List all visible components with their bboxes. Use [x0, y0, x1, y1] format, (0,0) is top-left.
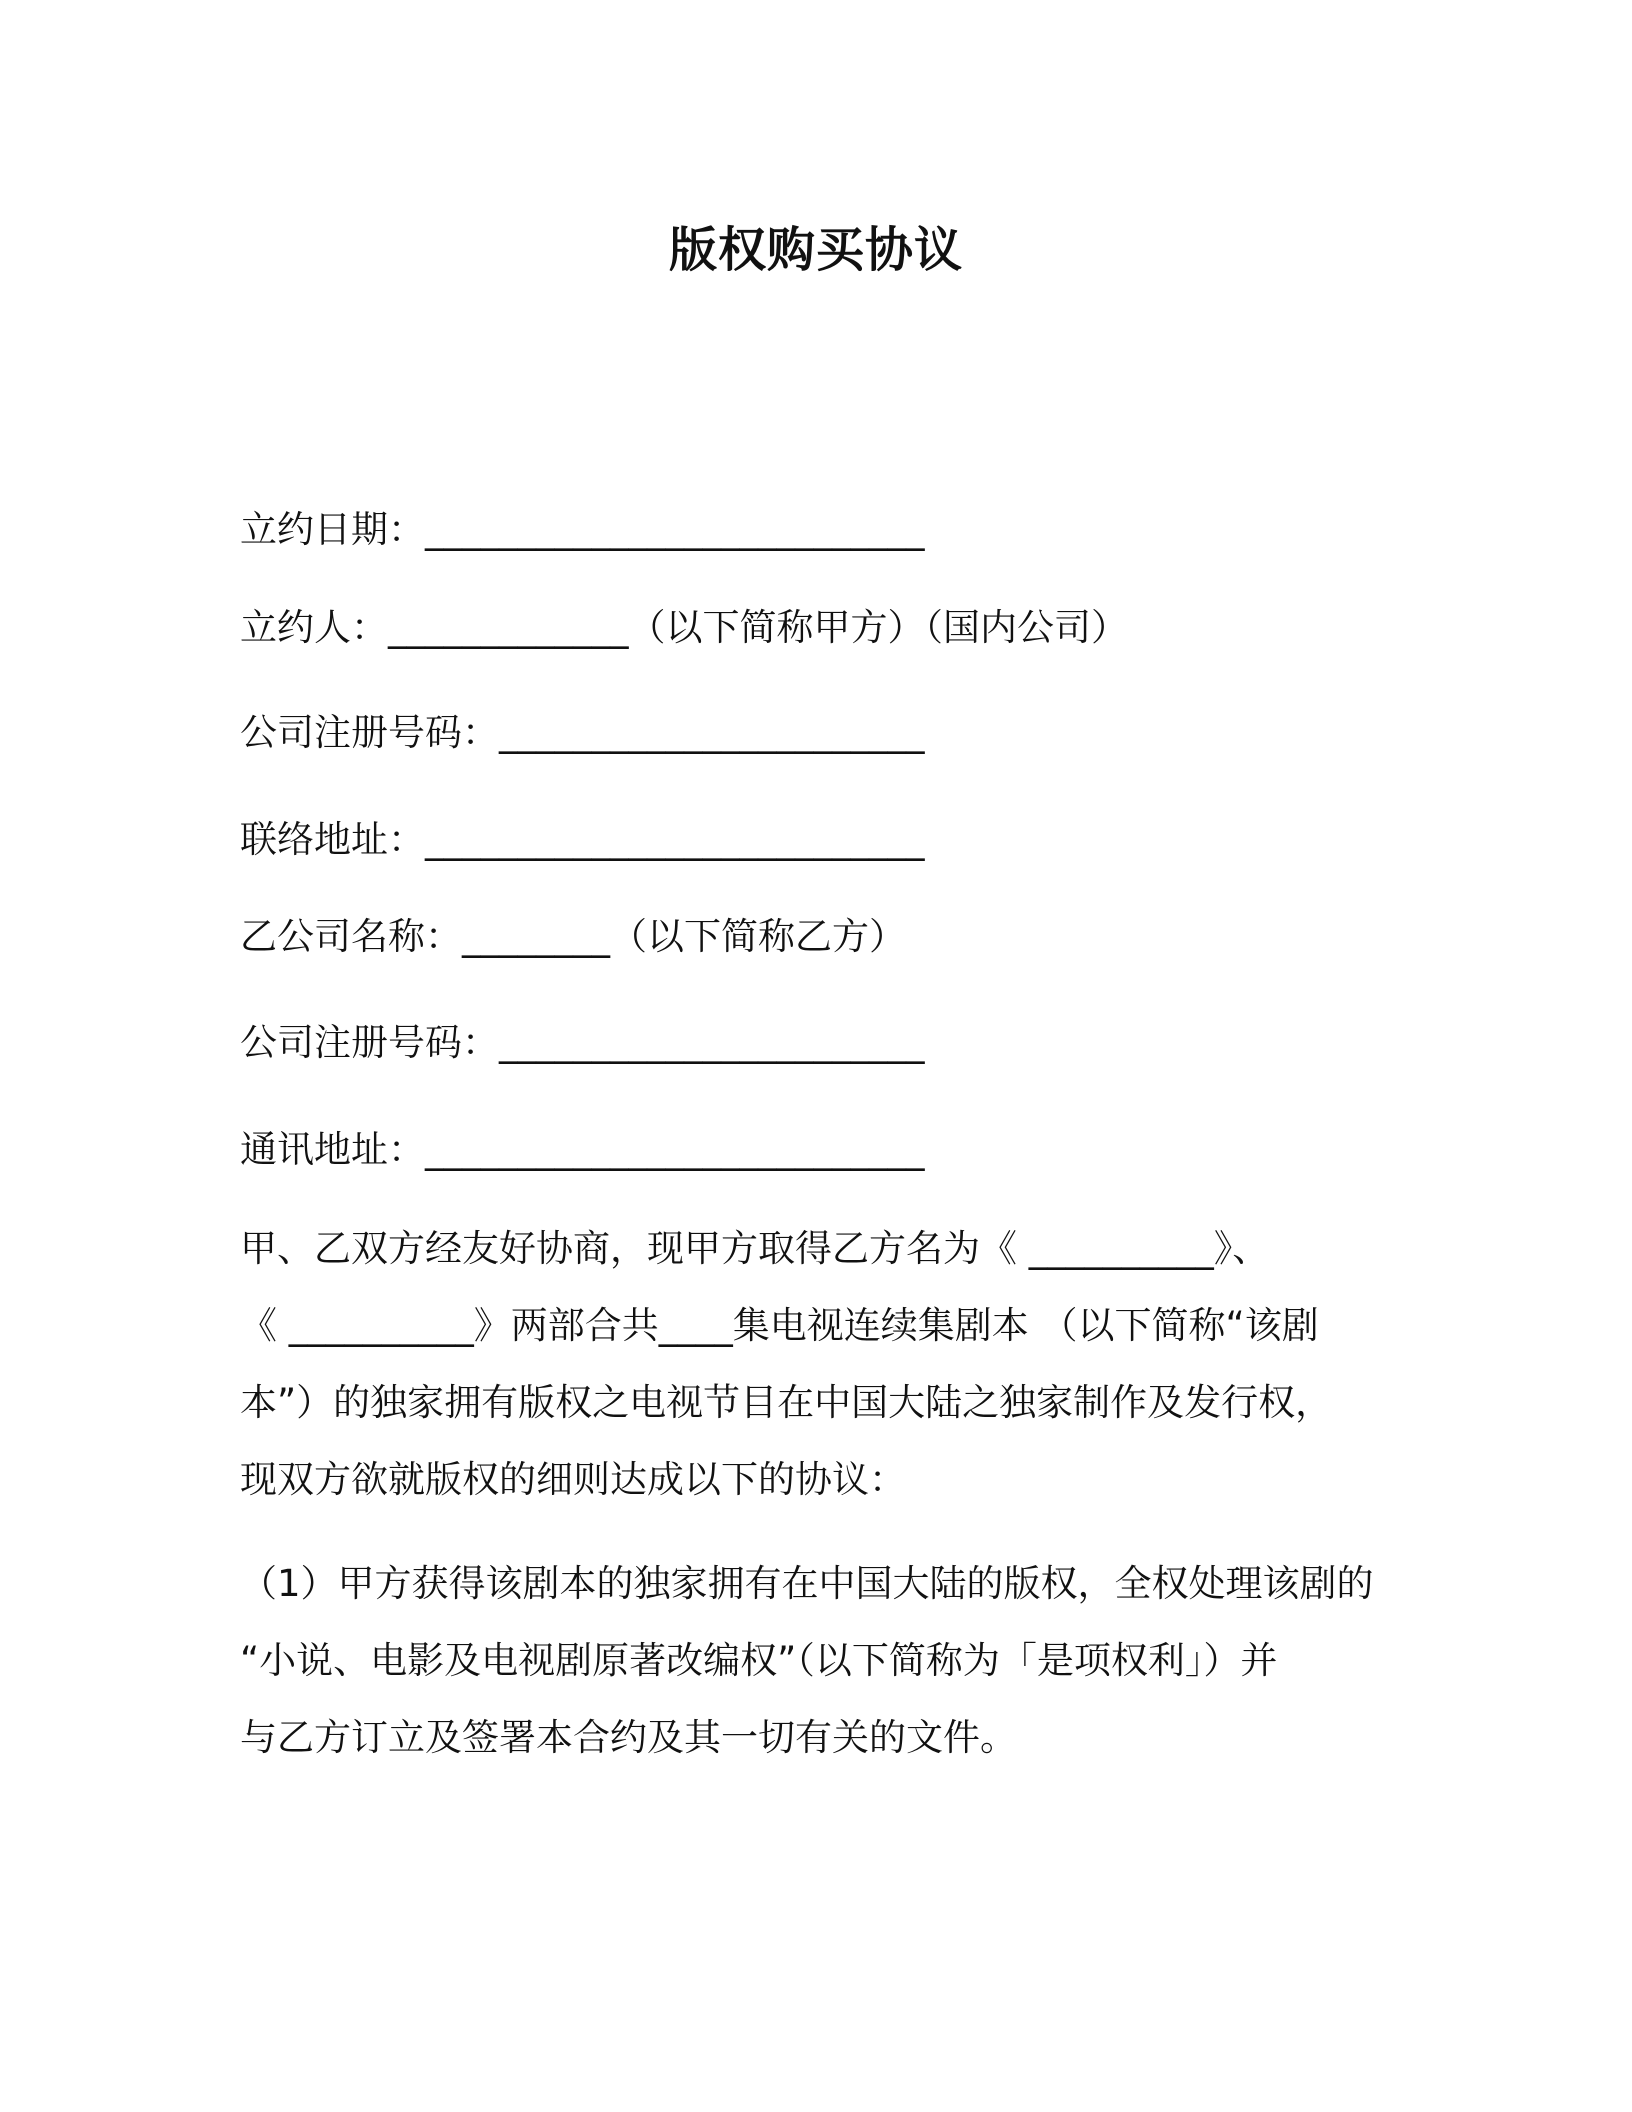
intro-line: 甲、乙双方经友好协商，现甲方取得乙方名为《 __________》、: [240, 1227, 1270, 1270]
clause-1-line: 与乙方订立及签署本合约及其一切有关的文件。: [240, 1716, 1017, 1759]
intro-line: 现双方欲就版权的细则达成以下的协议：: [240, 1458, 906, 1501]
party-b-name-field: 乙公司名称：________（以下简称乙方）: [240, 915, 906, 958]
party-a-address-field: 联络地址：___________________________: [240, 818, 925, 861]
document-title: 版权购买协议: [668, 222, 963, 278]
party-a-registration-field: 公司注册号码：_______________________: [240, 711, 925, 754]
clause-1-line: “小说、电影及电视剧原著改编权”（以下简称为「是项权利」）并: [240, 1639, 1278, 1682]
clause-1-line: （1）甲方获得该剧本的独家拥有在中国大陆的版权，全权处理该剧的: [240, 1562, 1374, 1605]
intro-paragraph: [240, 1210, 1390, 1518]
intro-line: 本”）的独家拥有版权之电视节目在中国大陆之独家制作及发行权，: [240, 1381, 1333, 1424]
party-b-address-field: 通讯地址：___________________________: [240, 1128, 925, 1171]
clause-1-paragraph: [240, 1545, 1390, 1776]
party-a-field: 立约人：_____________（以下简称甲方）（国内公司）: [240, 606, 1128, 649]
intro-line: 《 __________》两部合共____集电视连续集剧本 （以下简称“该剧: [240, 1304, 1319, 1347]
sign-date-field: 立约日期：___________________________: [240, 508, 925, 551]
party-b-registration-field: 公司注册号码：_______________________: [240, 1021, 925, 1064]
